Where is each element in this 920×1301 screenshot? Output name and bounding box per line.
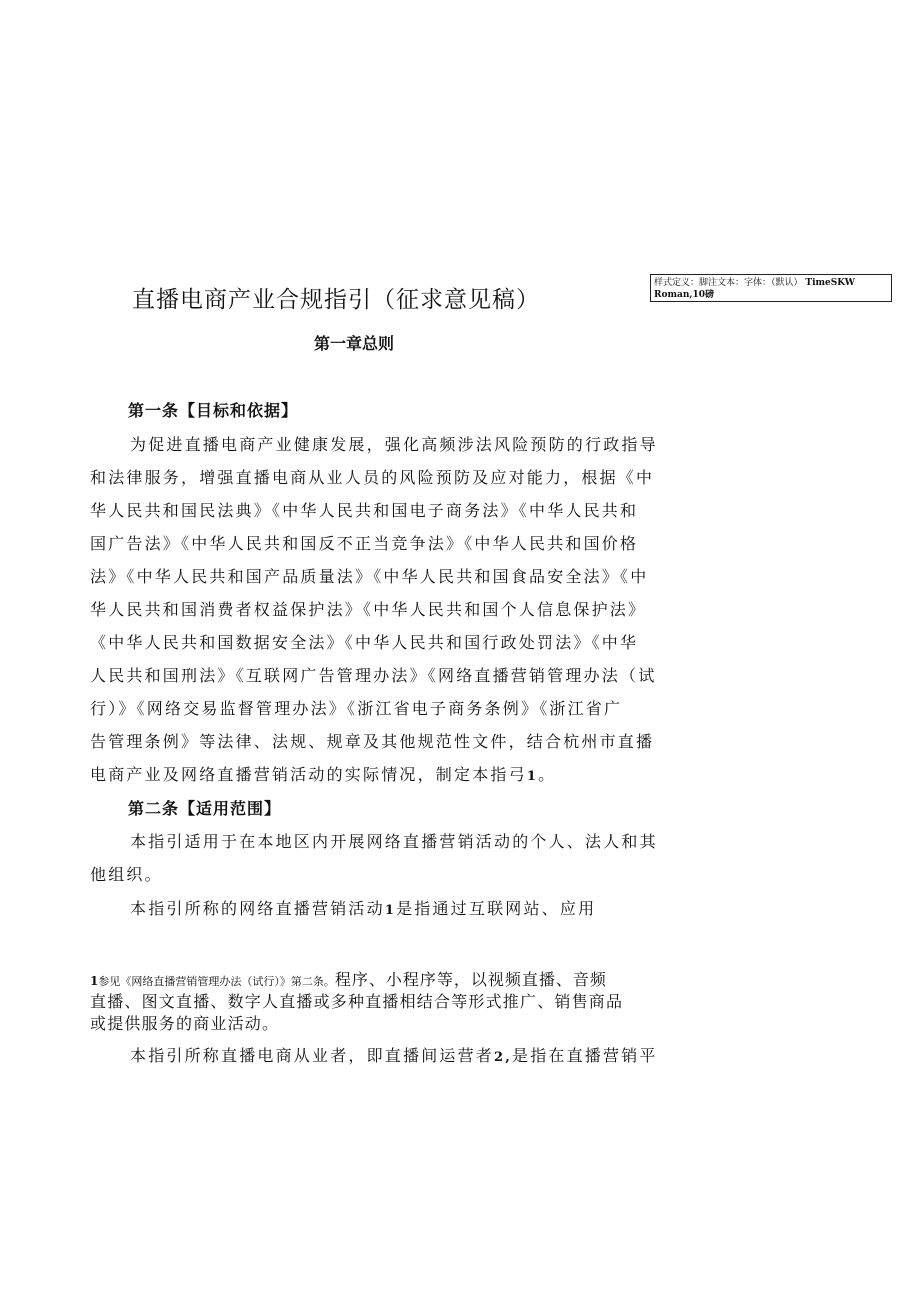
comment-text: 样式定义：脚注文本：字体：（默认） [654,278,803,288]
continued-line: 或提供服务的商业活动。 [90,1014,280,1033]
article2-p2-text: 本指引所称的网络直播营销活动 [130,899,385,918]
article1-heading: 第一条【目标和依据】 [128,401,299,420]
article2-line: 他组织。 [90,865,163,884]
article1-last-period: 。 [538,765,557,784]
comment-font-size: Roman,10磅 [654,290,715,300]
page-title: 直播电商产业合规指引（征求意见稿） [132,287,540,313]
continued-line: 直播、图文直播、数字人直播或多种直播相结合等形式推广、销售商品 [90,992,624,1011]
footnote-reference: 1 [384,903,397,918]
article1-line: 为促进直播电商产业健康发展，强化高频涉法风险预防的行政指导 [130,435,658,454]
article2-p2-text-end: 是指通过互联网站、应用 [396,899,597,918]
article1-line: 法》《中华人民共和国产品质量法》《中华人民共和国食品安全法》《中 [90,567,649,586]
chapter-heading: 第一章总则 [314,334,395,353]
article2-p3-text: 本指引所称直播电商从业者，即直播间运营者 [130,1046,495,1065]
article1-line: 华人民共和国消费者权益保护法》《中华人民共和国个人信息保护法》 [90,600,647,619]
article2-heading: 第二条【适用范围】 [128,799,282,818]
footnote-reference: 1 [526,769,539,784]
comment-font-name: TimeSKW [805,278,855,288]
article1-line: 告管理条例》等法律、法规、规章及其他规范性文件，结合杭州市直播 [90,732,655,751]
article1-line: 人民共和国刑法》《互联网广告管理办法》《网络直播营销管理办法（试 [90,666,657,685]
article2-p3-line [130,1043,658,1066]
footnote-mark: 1 [90,974,99,988]
article1-line: 行）》《网络交易监督管理办法》《浙江省电子商务条例》《浙江省广 [90,699,623,718]
article1-line: 国广告法》《中华人民共和国反不正当竞争法》《中华人民共和国价格 [90,534,639,553]
article2-p2-line [130,896,596,919]
article1-line: 和法律服务，增强直播电商从业人员的风险预防及应对能力，根据《中 [90,468,655,487]
article1-line: 《中华人民共和国数据安全法》《中华人民共和国行政处罚法》《中华 [90,633,639,652]
article1-line: 华人民共和国民法典》《中华人民共和国电子商务法》《中华人民共和 [90,501,639,520]
footnote-row [90,967,607,990]
footnote-text: 参见《网络直播营销管理办法（试行）》第二条。 [98,975,335,988]
article1-last-line [90,762,556,785]
article2-line: 本指引适用于在本地区内开展网络直播营销活动的个人、法人和其 [130,832,658,851]
article2-p3-text-end: 是指在直播营销平 [512,1046,658,1065]
footnote-reference: 2, [494,1050,512,1065]
continued-text: 程序、小程序等，以视频直播、音频 [334,970,607,989]
article1-last-text: 电商产业及网络直播营销活动的实际情况，制定本指弓 [90,765,527,784]
style-definition-comment [650,274,892,302]
